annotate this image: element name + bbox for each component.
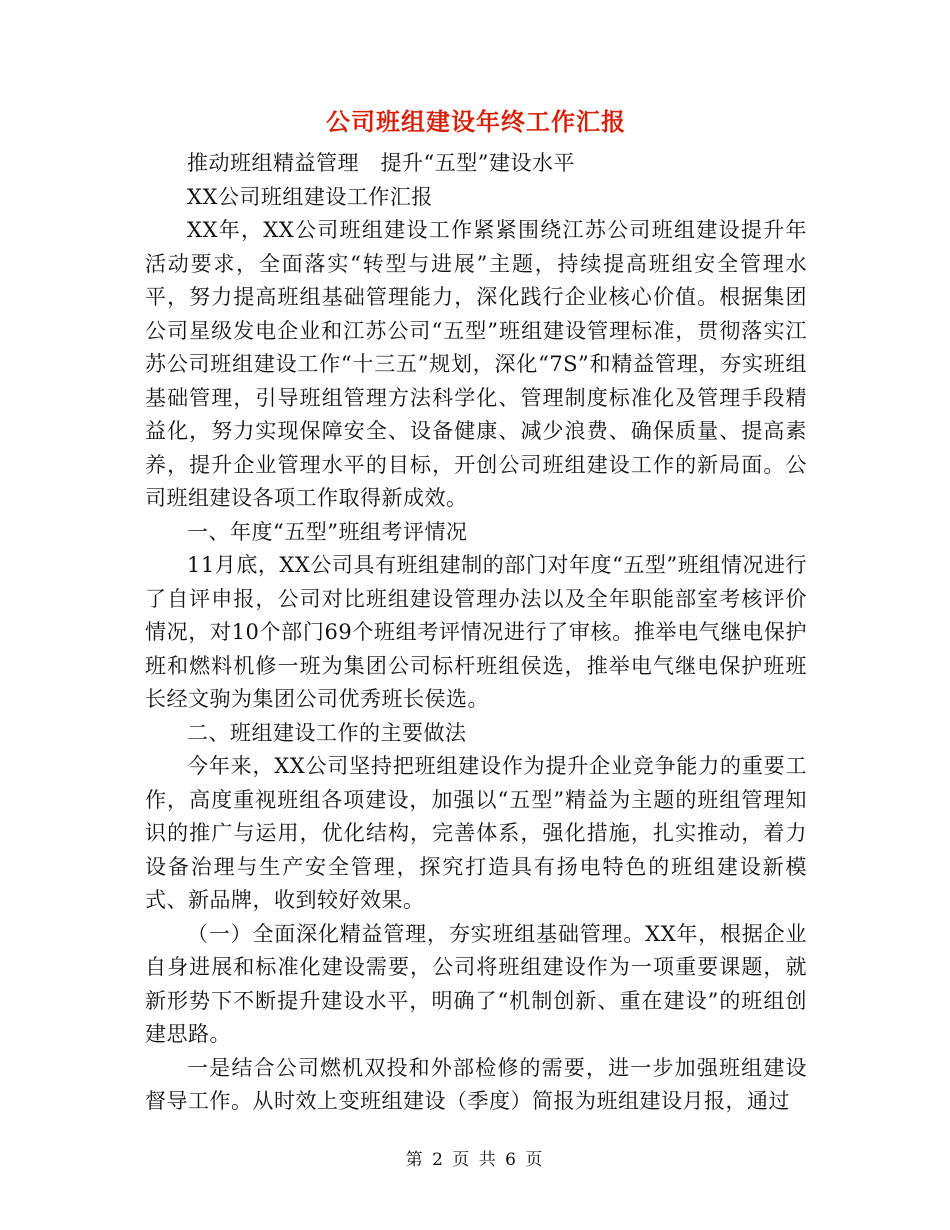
subtitle-paragraph: 推动班组精益管理 提升“五型”建设水平 <box>187 151 575 175</box>
document-page <box>145 105 807 1119</box>
section-heading-2: 二、班组建设工作的主要做法 <box>187 720 467 745</box>
document-title: 公司班组建设年终工作汇报 <box>326 107 626 136</box>
section-heading-1: 一、年度“五型”班组考评情况 <box>187 519 468 544</box>
report-name-paragraph: XX公司班组建设工作汇报 <box>187 184 433 209</box>
intro-paragraph: XX年，XX公司班组建设工作紧紧围绕江苏公司班组建设提升年活动要求，全面落实“转型与进展”主题，持续提高班组安全管理水平，努力提高班组基础管理能力，深化践行企业核心价值。根据集团公司星级发电企业和江苏公司“五型”班组建设管理标准，贯彻落实江苏公司班组建设工作“十三五”规划，深化“7S”和精益管理，夯实班组基础管理，引导班组管理方法科学化、管理制度标准化及管理手段精益化，努力实现保障安全、设备健康、减少浪费、确保质量、提高素养，提升企业管理水平的目标，开创公司班组建设工作的新局面。公司班组建设各项工作取得新成效。 <box>145 218 807 510</box>
point-1-paragraph: 一是结合公司燃机双投和外部检修的需要，进一步加强班组建设督导工作。从时效上变班组建设（季度）简报为班组建设月报，通过 <box>145 1055 807 1113</box>
subsection-1-paragraph: （一）全面深化精益管理，夯实班组基础管理。XX年，根据企业自身进展和标准化建设需要，公司将班组建设作为一项重要课题，就新形势下不断提升建设水平，明确了“机制创新、重在建设”的班组创建思路。 <box>145 921 807 1046</box>
page-number-footer: 第 2 页 共 6 页 <box>405 1150 545 1170</box>
section-2-paragraph: 今年来，XX公司坚持把班组建设作为提升企业竞争能力的重要工作，高度重视班组各项建设，加强以“五型”精益为主题的班组管理知识的推广与运用，优化结构，完善体系，强化措施，扎实推动，着力设备治理与生产安全管理，探究打造具有扬电特色的班组建设新模式、新品牌，收到较好效果。 <box>145 754 807 912</box>
section-1-paragraph: 11月底，XX公司具有班组建制的部门对年度“五型”班组情况进行了自评申报，公司对比班组建设管理办法以及全年职能部室考核评价情况，对10个部门69个班组考评情况进行了审核。推举电气继电保护班和燃料机修一班为集团公司标杆班组侯选，推举电气继电保护班班长经文驹为集团公司优秀班长侯选。 <box>145 553 807 711</box>
